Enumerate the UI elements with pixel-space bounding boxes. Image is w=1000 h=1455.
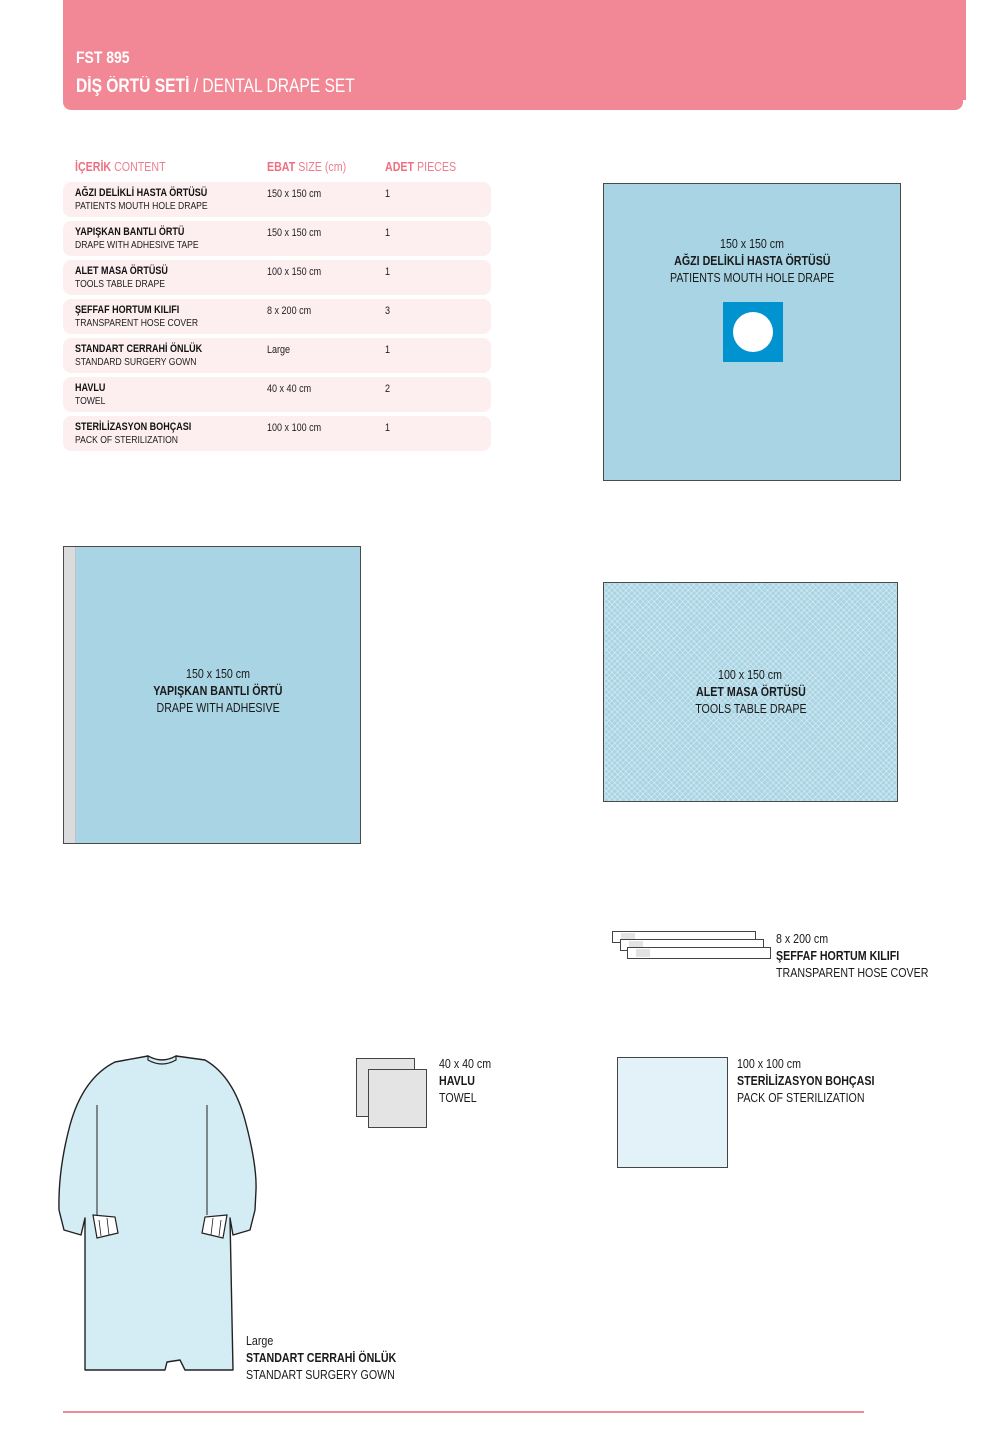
col-head-content: İÇERİK CONTENT bbox=[75, 159, 166, 174]
table-row bbox=[63, 377, 491, 412]
mouth-hole-drape bbox=[603, 183, 901, 481]
row-qty: 2 bbox=[385, 383, 391, 395]
hose-seal bbox=[636, 949, 650, 957]
pack-name-tr: STERİLİZASYON BOHÇASI bbox=[737, 1073, 875, 1088]
mouth-hole-patch bbox=[723, 302, 783, 362]
towel-size: 40 x 40 cm bbox=[439, 1056, 492, 1071]
row-name-tr: STERİLİZASYON BOHÇASI bbox=[75, 421, 192, 433]
row-size: 100 x 100 cm bbox=[267, 422, 322, 434]
header-tab bbox=[960, 0, 966, 100]
table-row bbox=[63, 338, 491, 373]
title-separator: / bbox=[189, 76, 203, 97]
table-row bbox=[63, 416, 491, 451]
table-row bbox=[63, 260, 491, 295]
gown-name-en: STANDART SURGERY GOWN bbox=[246, 1367, 395, 1382]
col-head-pieces: ADET PIECES bbox=[385, 159, 457, 174]
gown-name-tr: STANDART CERRAHİ ÖNLÜK bbox=[246, 1350, 397, 1365]
row-name-en: STANDARD SURGERY GOWN bbox=[75, 356, 197, 368]
drape-size: 100 x 150 cm bbox=[718, 667, 783, 682]
drape-name-en: TOOLS TABLE DRAPE bbox=[694, 701, 807, 716]
row-qty: 1 bbox=[385, 188, 391, 200]
drape-name-tr: AĞZI DELİKLİ HASTA ÖRTÜSÜ bbox=[673, 253, 831, 268]
row-size: Large bbox=[267, 344, 291, 356]
adhesive-drape bbox=[63, 546, 361, 844]
row-qty: 1 bbox=[385, 344, 391, 356]
drape-name-tr: YAPIŞKAN BANTLI ÖRTÜ bbox=[153, 683, 283, 698]
towel-front bbox=[368, 1069, 427, 1128]
surgery-gown-illustration bbox=[55, 1050, 270, 1380]
drape-size: 150 x 150 cm bbox=[719, 236, 784, 251]
tools-table-drape bbox=[603, 582, 898, 802]
pack-label bbox=[737, 1055, 905, 1106]
mouth-hole bbox=[733, 312, 773, 352]
row-name-en: PATIENTS MOUTH HOLE DRAPE bbox=[75, 200, 208, 212]
hose-size: 8 x 200 cm bbox=[776, 931, 829, 946]
row-name-en: TRANSPARENT HOSE COVER bbox=[75, 317, 199, 329]
towel-name-en: TOWEL bbox=[439, 1090, 477, 1105]
row-name-en: TOWEL bbox=[75, 395, 106, 407]
row-name-tr: ŞEFFAF HORTUM KILIFI bbox=[75, 304, 180, 316]
towel-name-tr: HAVLU bbox=[439, 1073, 475, 1088]
tools-table-drape-label bbox=[604, 666, 897, 717]
table-row bbox=[63, 182, 491, 217]
drape-name-tr: ALET MASA ÖRTÜSÜ bbox=[695, 684, 806, 699]
row-name-en: DRAPE WITH ADHESIVE TAPE bbox=[75, 239, 199, 251]
towel-label bbox=[439, 1055, 503, 1106]
row-name-tr: AĞZI DELİKLİ HASTA ÖRTÜSÜ bbox=[75, 187, 208, 199]
hose-name-tr: ŞEFFAF HORTUM KILIFI bbox=[776, 948, 900, 963]
hose-name-en: TRANSPARENT HOSE COVER bbox=[776, 965, 929, 980]
row-size: 40 x 40 cm bbox=[267, 383, 312, 395]
row-size: 150 x 150 cm bbox=[267, 188, 322, 200]
sterilization-pack bbox=[617, 1057, 728, 1168]
footer-divider bbox=[63, 1411, 864, 1413]
pack-size: 100 x 100 cm bbox=[737, 1056, 801, 1071]
row-name-tr: HAVLU bbox=[75, 382, 106, 394]
hose-label bbox=[776, 930, 962, 981]
title-tr: DİŞ ÖRTÜ SETİ bbox=[76, 76, 190, 97]
table-row bbox=[63, 299, 491, 334]
drape-name-en: DRAPE WITH ADHESIVE bbox=[156, 700, 280, 715]
row-size: 100 x 150 cm bbox=[267, 266, 322, 278]
adhesive-drape-label bbox=[76, 665, 360, 716]
row-name-tr: ALET MASA ÖRTÜSÜ bbox=[75, 265, 168, 277]
row-name-tr: YAPIŞKAN BANTLI ÖRTÜ bbox=[75, 226, 185, 238]
page-title bbox=[76, 76, 416, 98]
header-banner bbox=[63, 0, 963, 110]
pack-name-en: PACK OF STERILIZATION bbox=[737, 1090, 865, 1105]
row-size: 8 x 200 cm bbox=[267, 305, 312, 317]
table-row bbox=[63, 221, 491, 256]
hose-cover-3 bbox=[627, 947, 771, 959]
drape-size: 150 x 150 cm bbox=[185, 666, 250, 681]
row-qty: 1 bbox=[385, 422, 391, 434]
product-code: FST 895 bbox=[76, 48, 130, 67]
row-size: 150 x 150 cm bbox=[267, 227, 322, 239]
row-qty: 1 bbox=[385, 227, 391, 239]
gown-size: Large bbox=[246, 1333, 274, 1348]
row-name-en: TOOLS TABLE DRAPE bbox=[75, 278, 165, 290]
col-head-size: EBAT SIZE (cm) bbox=[267, 159, 347, 174]
drape-name-en: PATIENTS MOUTH HOLE DRAPE bbox=[669, 270, 835, 285]
row-name-en: PACK OF STERILIZATION bbox=[75, 434, 179, 446]
gown-label bbox=[246, 1332, 429, 1383]
mouth-hole-drape-label bbox=[604, 235, 900, 286]
row-name-tr: STANDART CERRAHİ ÖNLÜK bbox=[75, 343, 203, 355]
row-qty: 3 bbox=[385, 305, 391, 317]
adhesive-tape-strip bbox=[64, 547, 76, 843]
title-en: DENTAL DRAPE SET bbox=[202, 76, 355, 97]
row-qty: 1 bbox=[385, 266, 391, 278]
